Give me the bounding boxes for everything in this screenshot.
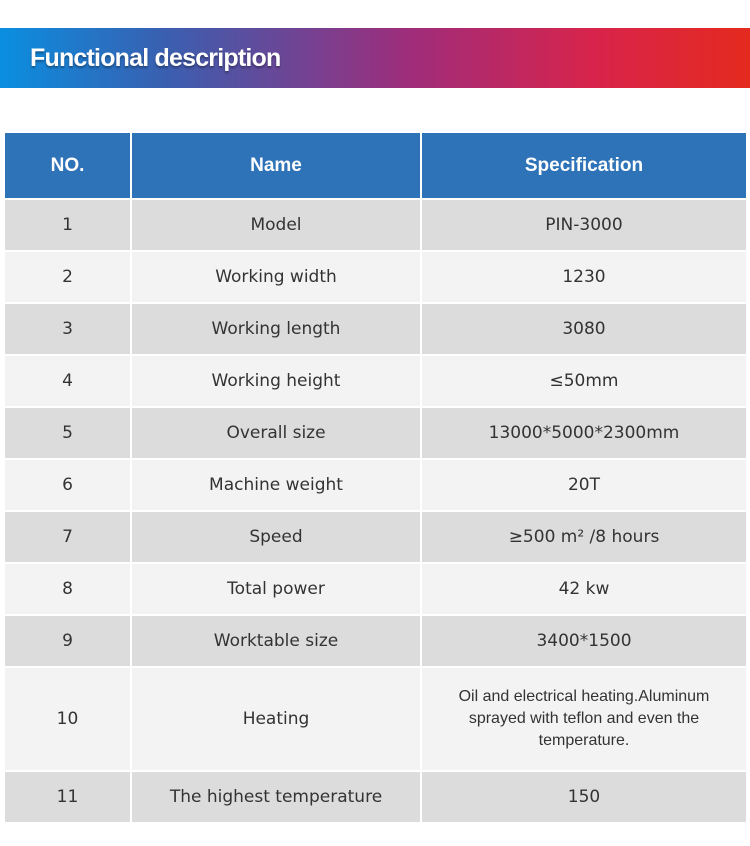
- column-header-no: NO.: [5, 133, 132, 198]
- row-number: 6: [5, 458, 132, 510]
- row-name: Working length: [132, 302, 422, 354]
- row-name: Speed: [132, 510, 422, 562]
- row-specification: ≤50mm: [422, 354, 746, 406]
- row-name: Machine weight: [132, 458, 422, 510]
- row-specification: 20T: [422, 458, 746, 510]
- row-number: 2: [5, 250, 132, 302]
- row-number: 1: [5, 198, 132, 250]
- table-row: [5, 666, 746, 770]
- row-name: Working height: [132, 354, 422, 406]
- table-row: [5, 510, 746, 562]
- row-number: 3: [5, 302, 132, 354]
- row-number: 11: [5, 770, 132, 822]
- row-specification: Oil and electrical heating.Aluminum sprayed with teflon and even the temperature.: [422, 666, 746, 770]
- table-row: [5, 250, 746, 302]
- table-row: [5, 458, 746, 510]
- row-specification: 42 kw: [422, 562, 746, 614]
- row-name: Total power: [132, 562, 422, 614]
- table-header-row: [5, 133, 746, 198]
- row-number: 8: [5, 562, 132, 614]
- row-specification: PIN-3000: [422, 198, 746, 250]
- row-name: Heating: [132, 666, 422, 770]
- row-number: 10: [5, 666, 132, 770]
- table-row: [5, 302, 746, 354]
- table-row: [5, 562, 746, 614]
- row-specification: 150: [422, 770, 746, 822]
- table-row: [5, 406, 746, 458]
- table-row: [5, 614, 746, 666]
- row-number: 7: [5, 510, 132, 562]
- row-number: 9: [5, 614, 132, 666]
- row-name: Model: [132, 198, 422, 250]
- column-header-specification: Specification: [422, 133, 746, 198]
- column-header-name: Name: [132, 133, 422, 198]
- row-specification: 3400*1500: [422, 614, 746, 666]
- row-name: Worktable size: [132, 614, 422, 666]
- row-specification: 13000*5000*2300mm: [422, 406, 746, 458]
- row-name: Overall size: [132, 406, 422, 458]
- row-specification: 3080: [422, 302, 746, 354]
- row-number: 5: [5, 406, 132, 458]
- row-name: Working width: [132, 250, 422, 302]
- row-specification: ≥500 m² /8 hours: [422, 510, 746, 562]
- table-row: [5, 354, 746, 406]
- table-row: [5, 198, 746, 250]
- section-banner: [0, 28, 750, 88]
- table-row: [5, 770, 746, 822]
- section-title: Functional description: [30, 44, 281, 72]
- row-specification: 1230: [422, 250, 746, 302]
- spec-table: [5, 133, 746, 822]
- row-number: 4: [5, 354, 132, 406]
- row-name: The highest temperature: [132, 770, 422, 822]
